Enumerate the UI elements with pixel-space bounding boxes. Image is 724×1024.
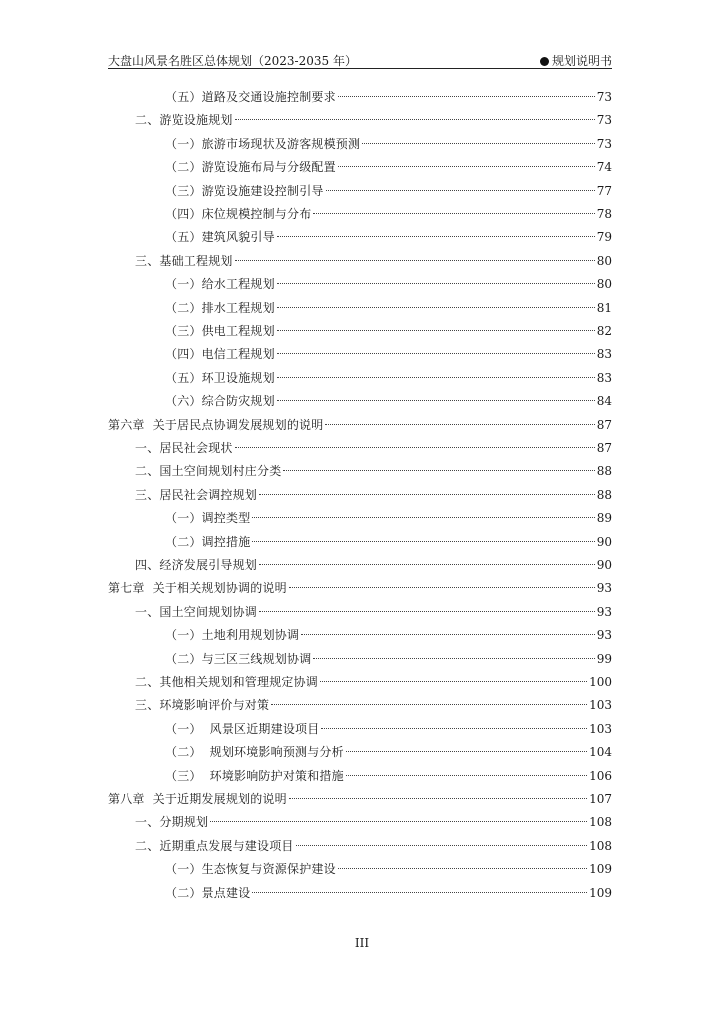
toc-entry[interactable] <box>0 462 724 480</box>
toc-entry-line <box>165 205 612 223</box>
toc-entry-label: （二）调控措施 <box>165 534 251 549</box>
toc-entry-page: 89 <box>596 511 612 526</box>
toc-entry[interactable] <box>0 603 724 621</box>
toc-entry-line <box>165 626 612 644</box>
toc-entry[interactable] <box>0 884 724 902</box>
toc-entry-label: （四）电信工程规划 <box>165 347 275 362</box>
toc-entry-page: 87 <box>596 441 612 455</box>
toc-dot-leader <box>338 166 595 167</box>
toc-dot-leader <box>235 260 595 261</box>
toc-entry-label: 二、近期重点发展与建设项目 <box>135 838 294 853</box>
toc-entry-page: 88 <box>596 464 612 479</box>
toc-entry[interactable] <box>0 392 724 410</box>
document-type-label: 规划说明书 <box>551 54 612 68</box>
toc-entry-page: 83 <box>596 370 612 385</box>
toc-entry-line <box>165 533 612 551</box>
toc-entry-line <box>108 579 612 597</box>
toc-entry-page: 73 <box>596 113 612 128</box>
toc-entry[interactable] <box>0 88 724 106</box>
toc-dot-leader <box>338 96 595 97</box>
toc-entry-page: 99 <box>596 651 612 666</box>
toc-entry-page: 73 <box>596 136 612 151</box>
toc-entry-label: （一）给水工程规划 <box>165 277 275 292</box>
toc-dot-leader <box>320 681 587 682</box>
toc-dot-leader <box>259 611 595 612</box>
toc-entry-label: 第八章 关于近期发展规划的说明 <box>108 792 287 806</box>
toc-entry-label: （四）床位规模控制与分布 <box>165 207 312 221</box>
toc-entry[interactable] <box>0 228 724 246</box>
toc-entry-line <box>135 673 612 691</box>
toc-entry-label: 三、居民社会调控规划 <box>135 487 258 502</box>
toc-dot-leader <box>259 564 595 565</box>
document-type <box>540 52 612 69</box>
toc-entry[interactable] <box>0 439 724 457</box>
bullet-dot-icon <box>540 57 549 66</box>
toc-entry[interactable] <box>0 322 724 340</box>
toc-entry-page: 103 <box>589 721 612 736</box>
toc-entry-page: 82 <box>596 324 612 338</box>
toc-entry-page: 77 <box>596 183 612 198</box>
toc-dot-leader <box>252 892 587 893</box>
toc-dot-leader <box>313 658 594 659</box>
toc-dot-leader <box>235 119 595 120</box>
toc-entry-label: （一）旅游市场现状及游客规模预测 <box>165 136 361 151</box>
toc-entry[interactable] <box>0 158 724 176</box>
toc-entry-page: 93 <box>596 604 612 619</box>
toc-entry-line <box>165 509 612 527</box>
toc-entry[interactable] <box>0 767 724 785</box>
toc-entry[interactable] <box>0 720 724 738</box>
toc-entry-page: 108 <box>589 815 612 830</box>
toc-entry-line <box>165 88 612 106</box>
toc-entry-label: 一、居民社会现状 <box>135 441 233 455</box>
toc-dot-leader <box>338 868 587 869</box>
toc-dot-leader <box>277 400 595 401</box>
toc-entry-line <box>135 486 612 504</box>
toc-dot-leader <box>277 353 595 354</box>
toc-entry-label: （二） 规划环境影响预测与分析 <box>165 745 344 760</box>
toc-entry-line <box>135 603 612 621</box>
toc-entry-label: 第七章 关于相关规划协调的说明 <box>108 581 287 596</box>
toc-dot-leader <box>283 470 594 471</box>
toc-entry-line <box>165 135 612 153</box>
toc-entry-line <box>165 650 612 668</box>
toc-entry-page: 100 <box>589 675 612 689</box>
toc-dot-leader <box>321 728 587 729</box>
toc-entry-page: 88 <box>596 487 612 502</box>
toc-entry-line <box>165 228 612 246</box>
toc-entry-page: 74 <box>596 160 612 175</box>
page-header <box>108 50 612 70</box>
toc-entry[interactable] <box>0 673 724 691</box>
toc-entry-label: 三、环境影响评价与对策 <box>135 698 270 713</box>
toc-entry-label: 三、基础工程规划 <box>135 253 233 268</box>
toc-entry-label: （二）景点建设 <box>165 885 251 900</box>
toc-entry-page: 90 <box>596 558 612 572</box>
toc-dot-leader <box>235 447 595 448</box>
toc-entry-label: 一、分期规划 <box>135 815 209 830</box>
toc-dot-leader <box>259 494 595 495</box>
toc-dot-leader <box>346 751 587 752</box>
toc-entry[interactable] <box>0 486 724 504</box>
toc-entry-label: 四、经济发展引导规划 <box>135 558 258 572</box>
toc-dot-leader <box>252 541 594 542</box>
toc-chapter-entry[interactable] <box>0 416 724 434</box>
toc-dot-leader <box>277 377 595 378</box>
toc-entry-label: （一）生态恢复与资源保护建设 <box>165 862 336 877</box>
toc-entry-page: 73 <box>596 90 612 104</box>
toc-entry-label: （五）建筑风貌引导 <box>165 230 275 245</box>
toc-entry-label: （一）土地利用规划协调 <box>165 628 300 643</box>
toc-chapter-entry[interactable] <box>0 790 724 808</box>
toc-entry-line <box>165 884 612 902</box>
toc-entry-page: 109 <box>589 862 612 877</box>
toc-dot-leader <box>277 283 595 284</box>
toc-entry-page: 84 <box>596 394 612 409</box>
toc-entry-page: 93 <box>596 581 612 596</box>
toc-entry-page: 107 <box>589 792 612 806</box>
toc-entry[interactable] <box>0 369 724 387</box>
toc-entry[interactable] <box>0 650 724 668</box>
toc-entry-line <box>165 299 612 317</box>
toc-dot-leader <box>301 634 595 635</box>
toc-entry-label: （三）游览设施建设控制引导 <box>165 183 324 198</box>
toc-entry-line <box>165 743 612 761</box>
toc-entry-page: 87 <box>596 417 612 432</box>
toc-entry[interactable] <box>0 299 724 317</box>
toc-dot-leader <box>271 704 587 705</box>
toc-entry-label: （二）排水工程规划 <box>165 300 275 315</box>
toc-entry-label: （五）环卫设施规划 <box>165 370 275 385</box>
toc-entry-page: 78 <box>596 207 612 221</box>
toc-entry-page: 106 <box>589 768 612 783</box>
toc-dot-leader <box>326 190 595 191</box>
toc-entry[interactable] <box>0 111 724 129</box>
toc-entry-line <box>165 158 612 176</box>
toc-dot-leader <box>362 143 595 144</box>
toc-entry-page: 108 <box>589 838 612 853</box>
toc-entry-line <box>135 696 612 714</box>
toc-entry-label: 第六章 关于居民点协调发展规划的说明 <box>108 417 324 432</box>
toc-dot-leader <box>289 798 587 799</box>
toc-entry-line <box>165 275 612 293</box>
toc-entry-line <box>165 369 612 387</box>
toc-dot-leader <box>252 517 594 518</box>
toc-entry-page: 103 <box>589 698 612 713</box>
toc-entry-label: 二、国土空间规划村庄分类 <box>135 464 282 479</box>
toc-entry-line <box>165 860 612 878</box>
toc-dot-leader <box>210 821 587 822</box>
toc-entry-label: （一）调控类型 <box>165 511 251 526</box>
toc-entry-line <box>135 813 612 831</box>
toc-entry-page: 79 <box>596 230 612 245</box>
toc-entry-page: 80 <box>596 253 612 268</box>
toc-entry[interactable] <box>0 135 724 153</box>
toc-entry-page: 80 <box>596 277 612 292</box>
toc-entry-line <box>135 252 612 270</box>
toc-entry-label: （二）游览设施布局与分级配置 <box>165 160 336 175</box>
toc-entry-label: （二）与三区三线规划协调 <box>165 651 312 666</box>
toc-dot-leader <box>313 213 594 214</box>
toc-entry-line <box>165 720 612 738</box>
toc-entry-label: 二、其他相关规划和管理规定协调 <box>135 675 319 689</box>
toc-entry[interactable] <box>0 860 724 878</box>
toc-entry[interactable] <box>0 813 724 831</box>
toc-entry-page: 81 <box>596 300 612 315</box>
toc-entry-label: （三）供电工程规划 <box>165 324 275 338</box>
toc-entry-line <box>135 837 612 855</box>
toc-entry-line <box>165 182 612 200</box>
document-title: 大盘山风景名胜区总体规划（2023-2035 年） <box>108 54 357 68</box>
toc-entry[interactable] <box>0 743 724 761</box>
toc-entry[interactable] <box>0 275 724 293</box>
toc-entry-label: 一、国土空间规划协调 <box>135 604 258 619</box>
toc-entry-page: 104 <box>589 745 612 760</box>
toc-entry-line <box>165 345 612 363</box>
toc-entry-page: 90 <box>596 534 612 549</box>
toc-entry-line <box>108 790 612 808</box>
toc-entry-line <box>135 439 612 457</box>
header-divider <box>108 68 612 69</box>
toc-entry-page: 83 <box>596 347 612 362</box>
toc-entry-label: （五）道路及交通设施控制要求 <box>165 90 336 104</box>
toc-entry-line <box>108 416 612 434</box>
toc-dot-leader <box>277 236 595 237</box>
toc-entry[interactable] <box>0 182 724 200</box>
toc-entry[interactable] <box>0 533 724 551</box>
toc-dot-leader <box>296 845 587 846</box>
toc-entry-line <box>165 392 612 410</box>
page-number: III <box>354 936 370 950</box>
toc-entry-label: （六）综合防灾规划 <box>165 394 275 409</box>
toc-dot-leader <box>346 775 587 776</box>
toc-entry-line <box>165 767 612 785</box>
toc-entry[interactable] <box>0 345 724 363</box>
toc-entry-page: 93 <box>596 628 612 643</box>
toc-entry-label: （一） 风景区近期建设项目 <box>165 721 320 736</box>
toc-entry[interactable] <box>0 626 724 644</box>
toc-entry-line <box>165 322 612 340</box>
toc-entry[interactable] <box>0 837 724 855</box>
toc-entry-page: 109 <box>589 885 612 900</box>
toc-dot-leader <box>277 307 595 308</box>
toc-entry-line <box>135 462 612 480</box>
toc-entry[interactable] <box>0 509 724 527</box>
toc-dot-leader <box>325 424 594 425</box>
toc-dot-leader <box>289 587 595 588</box>
toc-entry[interactable] <box>0 696 724 714</box>
toc-entry[interactable] <box>0 205 724 223</box>
toc-entry[interactable] <box>0 252 724 270</box>
toc-dot-leader <box>277 330 595 331</box>
toc-entry-line <box>135 556 612 574</box>
toc-chapter-entry[interactable] <box>0 579 724 597</box>
toc-entry[interactable] <box>0 556 724 574</box>
toc-entry-label: （三） 环境影响防护对策和措施 <box>165 768 344 783</box>
toc-entry-line <box>135 111 612 129</box>
toc-entry-label: 二、游览设施规划 <box>135 113 233 128</box>
